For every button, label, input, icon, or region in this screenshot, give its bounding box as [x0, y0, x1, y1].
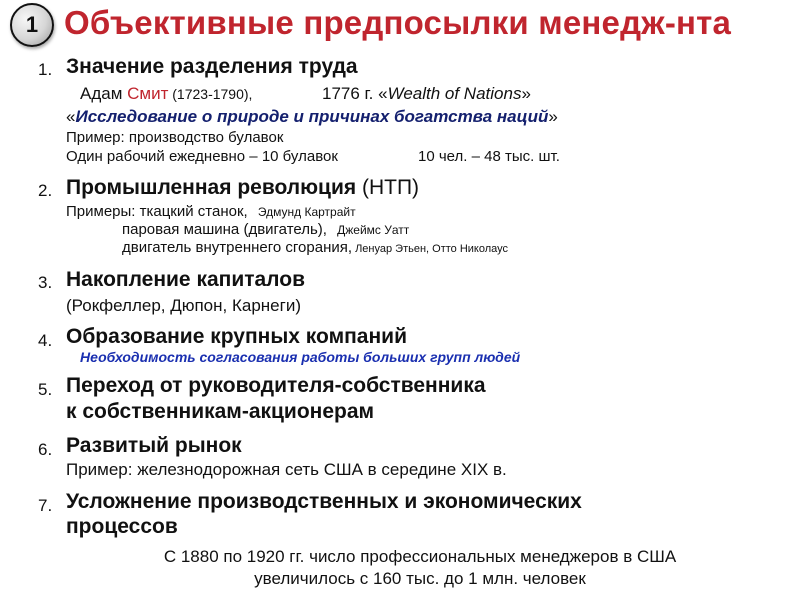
item-1-translation: [66, 107, 558, 127]
item-5-heading: Переход от руководителя-собственника: [66, 374, 486, 397]
slide-number: 1: [25, 12, 39, 37]
item-6-sub: Пример: железнодорожная сеть США в середине XIX в.: [66, 460, 507, 479]
translation-open: «: [66, 107, 76, 126]
item-2-example-1: [66, 203, 356, 220]
item-1-example-b: 10 чел. – 48 тыс. шт.: [418, 148, 560, 165]
steam-engine: паровая машина (двигатель),: [122, 221, 327, 238]
item-1-book-line: [322, 84, 531, 104]
translation-text: Исследование о природе и причинах богатства наций: [75, 107, 549, 126]
item-3-sub: (Рокфеллер, Дюпон, Карнеги): [66, 296, 301, 315]
loom: Примеры: ткацкий станок,: [66, 203, 248, 220]
item-5-heading-2: к собственникам-акционерам: [66, 400, 375, 423]
item-2-example-2: [122, 221, 409, 238]
item-1-number: 1.: [38, 60, 53, 79]
item-1-smith-line: [80, 84, 252, 104]
item-2-heading-line: [66, 176, 419, 200]
item-1-example: Пример: производство булавок: [66, 129, 284, 146]
smith-name: Смит: [127, 84, 169, 103]
item-4-sub: Необходимость согласования работы больших групп людей: [80, 349, 521, 365]
item-7-heading: Усложнение производственных и экономических: [66, 490, 582, 513]
combustion-engine: двигатель внутреннего сгорания,: [122, 239, 353, 256]
item-2-heading: Промышленная революция: [66, 176, 357, 199]
loom-inventor: Эдмунд Картрайт: [257, 205, 356, 219]
item-4-heading: Образование крупных компаний: [66, 325, 407, 348]
item-3-number: 3.: [38, 273, 53, 292]
book-year: 1776 г. «: [322, 84, 388, 103]
item-1-example-a: Один рабочий ежедневно – 10 булавок: [66, 148, 338, 165]
combustion-engine-inventors: Ленуар Этьен, Отто Николаус: [352, 243, 509, 255]
book-title: Wealth of Nations: [387, 84, 522, 103]
item-2-number: 2.: [38, 181, 53, 200]
steam-engine-inventor: Джеймс Уатт: [337, 223, 410, 237]
item-6-number: 6.: [38, 440, 53, 459]
smith-years: (1723-1790),: [168, 86, 253, 102]
item-7-heading-2: процессов: [66, 515, 178, 538]
item-5-number: 5.: [38, 380, 53, 399]
smith-prefix: Адам: [80, 84, 128, 103]
item-7-note-2: увеличилось с 160 тыс. до 1 млн. человек: [254, 569, 586, 588]
item-1-heading: Значение разделения труда: [66, 55, 358, 78]
item-7-note-1: С 1880 по 1920 гг. число профессиональных менеджеров в США: [163, 547, 677, 566]
slide-title: Объективные предпосылки менедж-нта: [64, 4, 732, 41]
item-2-heading-suffix: (НТП): [356, 176, 420, 199]
item-2-example-3: [122, 239, 508, 256]
slide-number-badge: [10, 3, 54, 47]
translation-close: »: [548, 107, 558, 126]
item-3-heading: Накопление капиталов: [66, 268, 305, 291]
book-close: »: [521, 84, 531, 103]
item-6-heading: Развитый рынок: [66, 434, 242, 457]
item-4-number: 4.: [38, 331, 53, 350]
item-7-number: 7.: [38, 496, 53, 515]
